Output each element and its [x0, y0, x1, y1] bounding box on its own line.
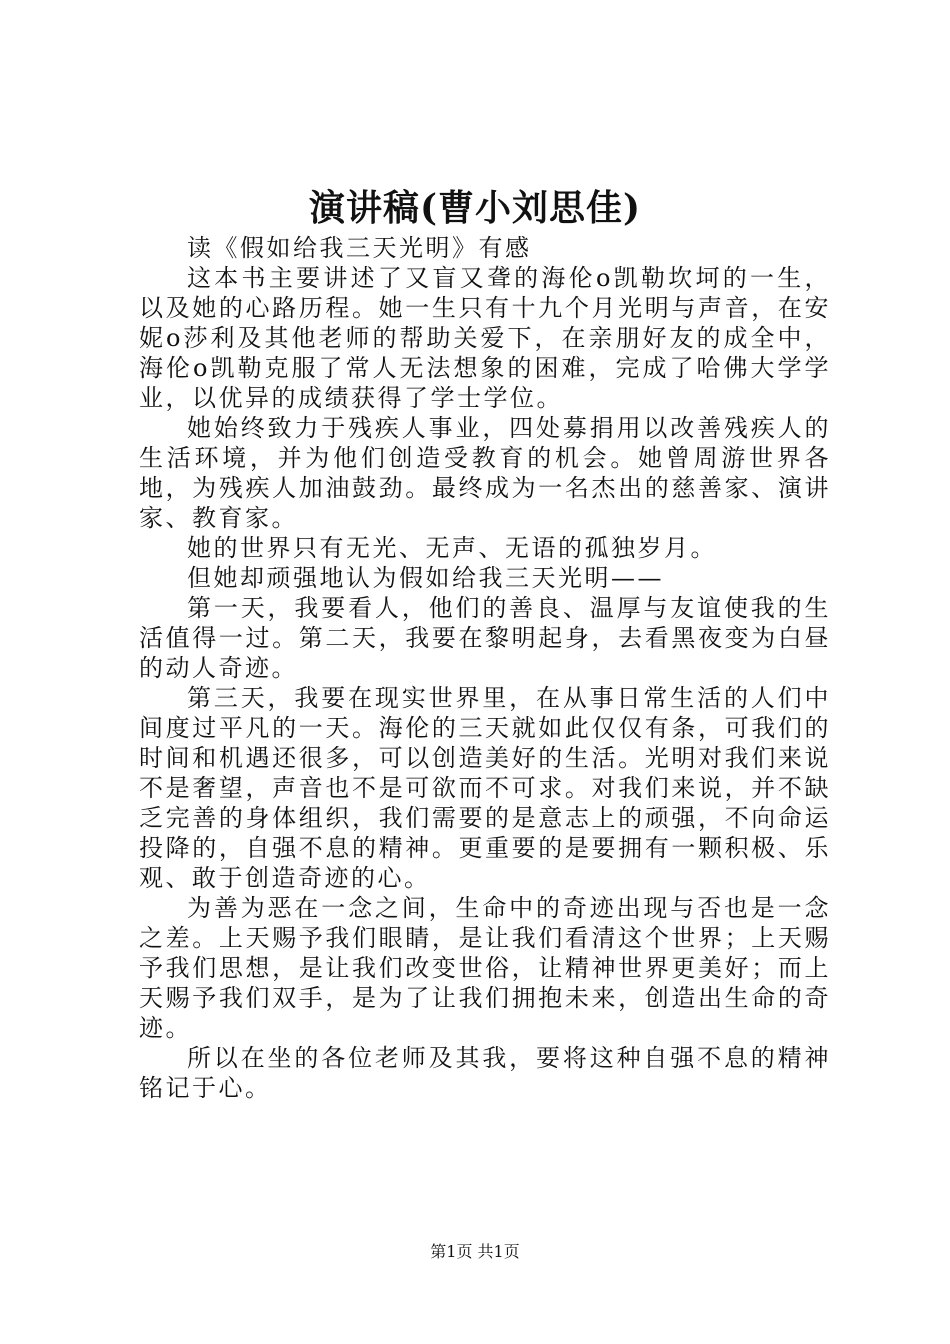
paragraph: 这本书主要讲述了又盲又聋的海伦ο凯勒坎坷的一生，以及她的心路历程。她一生只有十九个月光明与声音，在安妮ο莎利及其他老师的帮助关爱下，在亲朋好友的成全中，海伦ο凯勒克服了常人无法想象的困难，完成了哈佛大学学业，以优异的成绩获得了学士学位。: [139, 264, 831, 412]
paragraph: 她始终致力于残疾人事业，四处募捐用以改善残疾人的生活环境，并为他们创造受教育的机会。她曾周游世界各地，为残疾人加油鼓劲。最终成为一名杰出的慈善家、演讲家、教育家。: [139, 414, 831, 532]
paragraph: 她的世界只有无光、无声、无语的孤独岁月。: [187, 534, 717, 562]
document-body: [139, 233, 831, 1103]
paragraph-subtitle: 读《假如给我三天光明》有感: [187, 234, 532, 262]
paragraph: 所以在坐的各位老师及其我，要将这种自强不息的精神铭记于心。: [139, 1044, 831, 1102]
paragraph: 第一天，我要看人，他们的善良、温厚与友谊使我的生活值得一过。第二天，我要在黎明起身，去看黑夜变为白昼的动人奇迹。: [139, 594, 831, 682]
page-title: 演讲稿(曹小刘思佳): [308, 187, 642, 229]
paragraph: 第三天，我要在现实世界里，在从事日常生活的人们中间度过平凡的一天。海伦的三天就如此仅仅有条，可我们的时间和机遇还很多，可以创造美好的生活。光明对我们来说不是奢望，声音也不是可欲而不可求。对我们来说，并不缺乏完善的身体组织，我们需要的是意志上的顽强，不向命运投降的，自强不息的精神。更重要的是要拥有一颗积极、乐观、敢于创造奇迹的心。: [139, 684, 831, 892]
paragraph: 但她却顽强地认为假如给我三天光明——: [187, 564, 664, 592]
paragraph: 为善为恶在一念之间，生命中的奇迹出现与否也是一念之差。上天赐予我们眼睛，是让我们看清这个世界；上天赐予我们思想，是让我们改变世俗，让精神世界更美好；而上天赐予我们双手，是为了让我们拥抱未来，创造出生命的奇迹。: [139, 894, 831, 1042]
page-footer: 第1页 共1页: [430, 1242, 520, 1261]
